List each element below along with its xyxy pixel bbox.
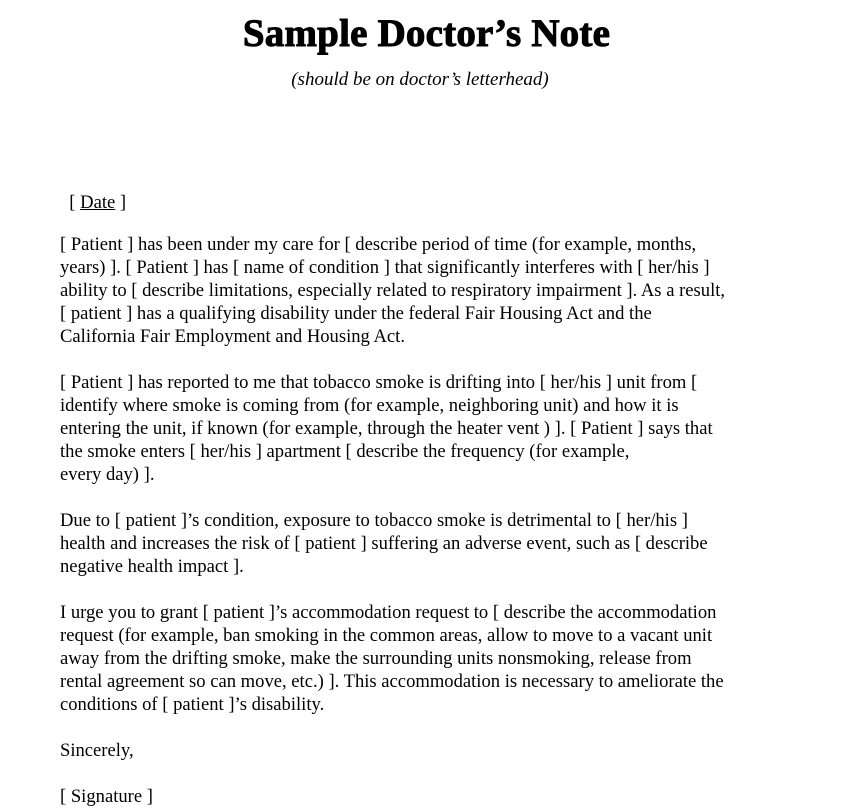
body-line: years) ]. [ Patient ] has [ name of condition ] that significantly interferes with [ her/his ]: [60, 257, 710, 278]
date-line: [60, 168, 126, 214]
date-placeholder: Date: [80, 192, 116, 213]
closing-text: Sincerely,: [60, 740, 134, 761]
body-line: entering the unit, if known (for example, through the heater vent ) ]. [ Patient ] says that: [60, 418, 713, 439]
body-line: California Fair Employment and Housing Act.: [60, 326, 405, 347]
body-line: health and increases the risk of [ patient ] suffering an adverse event, such as [ describe: [60, 533, 708, 554]
body-line: request (for example, ban smoking in the common areas, allow to move to a vacant unit: [60, 625, 713, 646]
document-subtitle: (should be on doctor’s letterhead): [291, 69, 549, 90]
document-title: Sample Doctor’s Note: [242, 12, 611, 55]
body-line: I urge you to grant [ patient ]’s accommodation request to [ describe the accommodation: [60, 602, 717, 623]
body-line: away from the drifting smoke, make the surrounding units nonsmoking, release from: [60, 648, 692, 669]
body-line: [ Patient ] has been under my care for [ describe period of time (for example, months,: [60, 234, 697, 255]
body-line: [ Patient ] has reported to me that tobacco smoke is drifting into [ her/his ] unit from [: [60, 372, 698, 393]
body-line: [ patient ] has a qualifying disability under the federal Fair Housing Act and the: [60, 303, 652, 324]
body-line: conditions of [ patient ]’s disability.: [60, 694, 325, 715]
body-line: rental agreement so can move, etc.) ]. This accommodation is necessary to ameliorate the: [60, 671, 724, 692]
body-line: every day) ].: [60, 464, 155, 485]
body-line: identify where smoke is coming from (for example, neighboring unit) and how it is: [60, 395, 679, 416]
date-close-bracket: ]: [115, 192, 127, 213]
body-line: Due to [ patient ]’s condition, exposure to tobacco smoke is detrimental to [ her/his ]: [60, 510, 688, 531]
body-line: the smoke enters [ her/his ] apartment [ describe the frequency (for example,: [60, 441, 630, 462]
body-line: negative health impact ].: [60, 556, 244, 577]
date-open-bracket: [: [69, 192, 81, 213]
signature-placeholder: [ Signature ]: [60, 786, 153, 807]
body-line: ability to [ describe limitations, especially related to respiratory impairment ]. As a result,: [60, 280, 726, 301]
